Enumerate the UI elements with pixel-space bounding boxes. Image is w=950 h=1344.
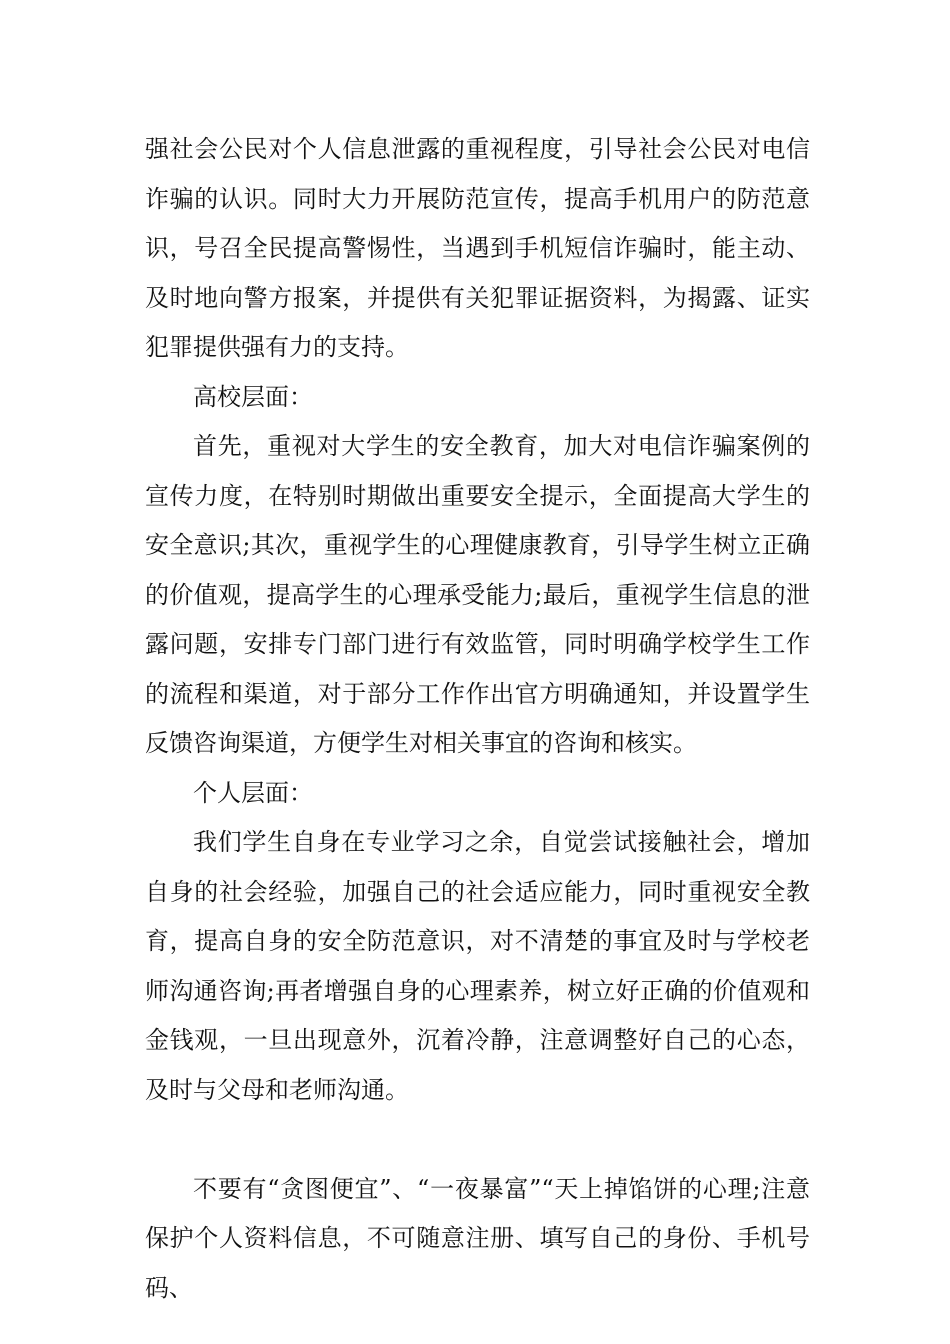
- heading-university-level: 高校层面：: [193, 382, 313, 411]
- paragraph-personal-measures: 我们学生自身在专业学习之余，自觉尝试接触社会，增加自身的社会经验，加强自己的社会适应能力，同时重视安全教育，提高自身的安全防范意识，对不清楚的事宜及时与学校老师沟通咨询;再者增强自身的心理素养，树立好正确的价值观和金钱观，一旦出现意外，沉着冷静，注意调整好自己的心态，及时与父母和老师沟通。: [145, 828, 810, 1104]
- paragraph-precautions: 不要有“贪图便宜”、“一夜暴富”“天上掉馅饼的心理;注意保护个人资料信息，不可随意注册、填写自己的身份、手机号码、: [145, 1174, 810, 1302]
- document-body: [145, 125, 810, 1313]
- paragraph-university-measures: 首先，重视对大学生的安全教育，加大对电信诈骗案例的宣传力度，在特别时期做出重要安全提示，全面提高大学生的安全意识;其次，重视学生的心理健康教育，引导学生树立正确的价值观，提高学生的心理承受能力;最后，重视学生信息的泄露问题，安排专门部门进行有效监管，同时明确学校学生工作的流程和渠道，对于部分工作作出官方明确通知，并设置学生反馈咨询渠道，方便学生对相关事宜的咨询和核实。: [145, 432, 810, 757]
- paragraph-gap: [145, 1115, 810, 1165]
- heading-personal-level: 个人层面：: [193, 778, 313, 807]
- paragraph-public-awareness: 强社会公民对个人信息泄露的重视程度，引导社会公民对电信诈骗的认识。同时大力开展防范宣传，提高手机用户的防范意识，号召全民提高警惕性，当遇到手机短信诈骗时，能主动、及时地向警方报案，并提供有关犯罪证据资料，为揭露、证实犯罪提供强有力的支持。: [145, 135, 810, 361]
